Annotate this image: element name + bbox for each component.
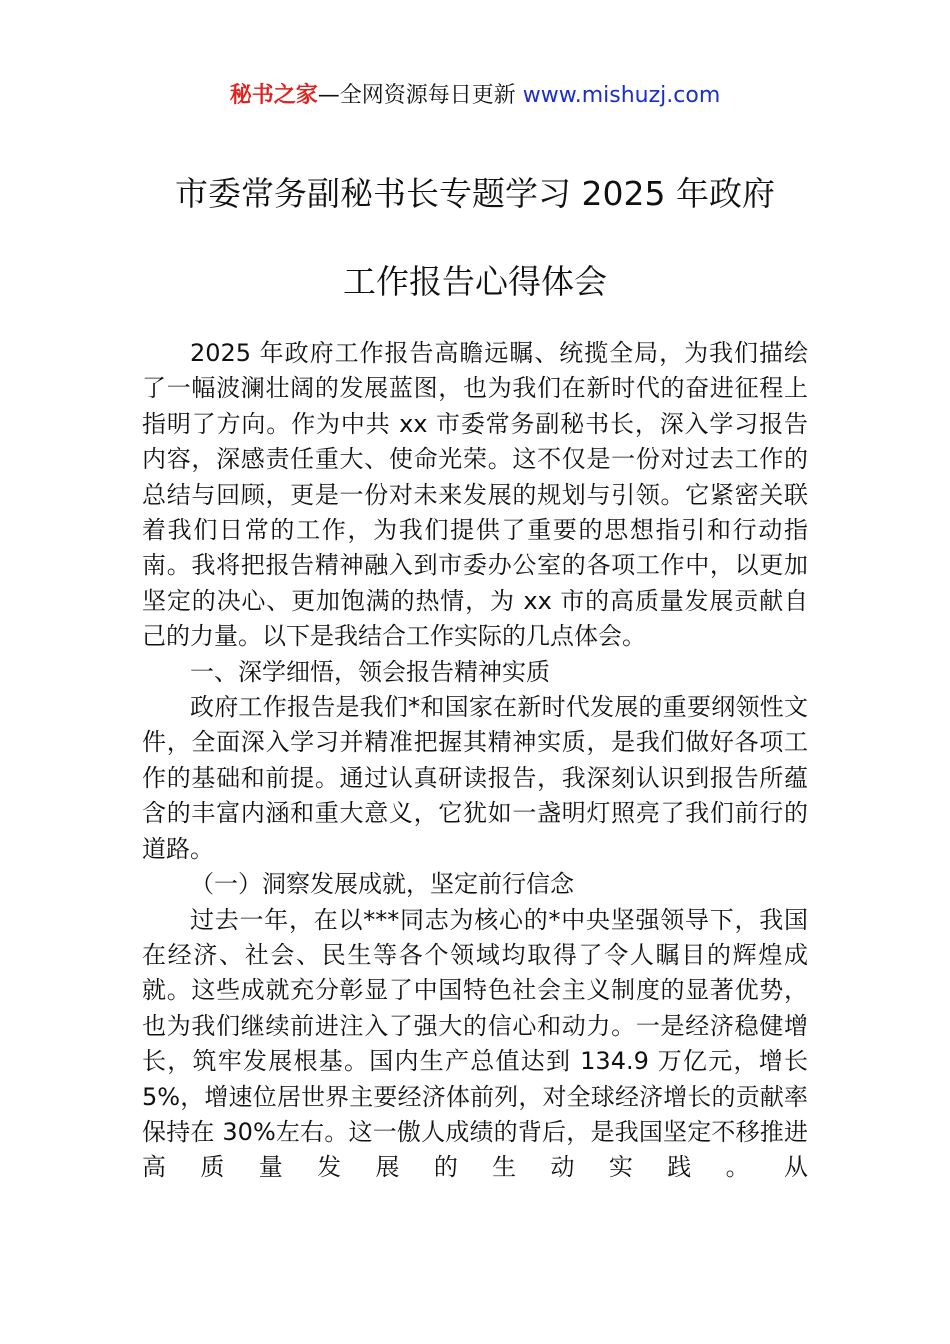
section-1-paragraph: 政府工作报告是我们*和国家在新时代发展的重要纲领性文件，全面深入学习并精准把握其精神实质，是我们做好各项工作的基础和前提。通过认真研读报告，我深刻认识到报告所蕴含的丰富内涵和重大意义，它犹如一盏明灯照亮了我们前行的道路。 — [142, 693, 808, 863]
title-line-1: 市委常务副秘书长专题学习 2025 年政府 — [175, 174, 775, 213]
header-tagline: —全网资源每日更新 — [317, 83, 523, 108]
site-url-link[interactable]: www.mishuzj.com — [522, 83, 721, 108]
document-body — [142, 336, 808, 1186]
title-line-2: 工作报告心得体会 — [343, 262, 607, 301]
brand-name: 秘书之家 — [229, 83, 318, 108]
document-title — [100, 150, 850, 326]
site-header — [0, 80, 950, 112]
subsection-1-paragraph: 过去一年，在以***同志为核心的*中央坚强领导下，我国在经济、社会、民生等各个领域均取得了令人瞩目的辉煌成就。这些成就充分彰显了中国特色社会主义制度的显著优势，也为我们继续前进注入了强大的信心和动力。一是经济稳健增长，筑牢发展根基。国内生产总值达到 134.9 万亿元，增长 5%，增速位居世界主要经济体前列，对全球经济增长的贡献率保持在 30%左右。这一傲人成绩的背后，是我国坚定不移推进高质量发展的生动实践。从 — [142, 905, 808, 1182]
intro-paragraph: 2025 年政府工作报告高瞻远瞩、统揽全局，为我们描绘了一幅波澜壮阔的发展蓝图，也为我们在新时代的奋进征程上指明了方向。作为中共 xx 市委常务副秘书长，深入学习报告内容，深感责任重大、使命光荣。这不仅是一份对过去工作的总结与回顾，更是一份对未来发展的规划与引领。它紧密关联着我们日常的工作，为我们提供了重要的思想指引和行动指南。我将把报告精神融入到市委办公室的各项工作中，以更加坚定的决心、更加饱满的热情，为 xx 市的高质量发展贡献自己的力量。以下是我结合工作实际的几点体会。 — [142, 339, 808, 651]
subsection-heading-1: （一）洞察发展成就，坚定前行信念 — [190, 870, 574, 899]
section-heading-1: 一、深学细悟，领会报告精神实质 — [190, 657, 550, 686]
